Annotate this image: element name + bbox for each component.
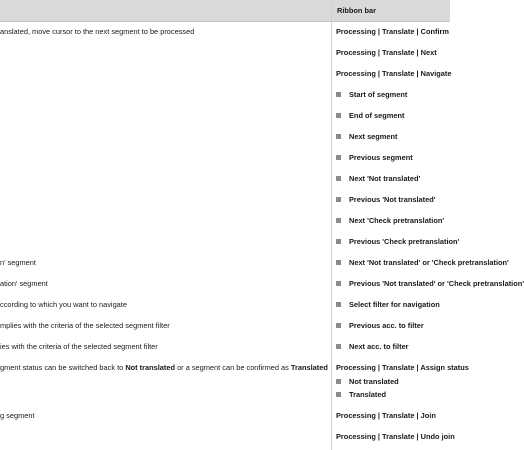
row-description: mplies with the criteria of the selected segment filter [0,321,170,330]
ribbon-command [336,237,460,246]
bullet-icon [336,155,341,160]
row-description: ies with the criteria of the selected segment filter [0,342,158,351]
bullet-icon [336,344,341,349]
ribbon-command [336,216,450,225]
ribbon-command [336,111,450,120]
command-label: Next 'Not translated' [349,174,421,183]
header-ribbon-bar-label: Ribbon bar [337,6,377,15]
header-left-cell [0,0,331,22]
ribbon-command [336,132,450,141]
ribbon-command [336,342,450,351]
command-label: Previous 'Check pretranslation' [349,237,460,246]
ribbon-command [336,321,450,330]
row-ribbon-path: Processing | Translate | Assign status [336,363,469,372]
header-right-cell [332,0,450,22]
bullet-icon [336,197,341,202]
ribbon-command [336,90,450,99]
ribbon-command [336,300,450,309]
ribbon-command [336,153,450,162]
row-ribbon-path: Processing | Translate | Join [336,411,436,420]
command-label: Not translated [349,377,399,386]
row-description: anslated, move cursor to the next segment to be processed [0,27,195,36]
status-text-1: gment status can be switched back to [0,363,126,372]
bullet-icon [336,176,341,181]
command-label: Translated [349,390,386,399]
status-translated: Translated [290,363,328,372]
column-divider [331,0,332,450]
ribbon-command [336,195,450,204]
command-label: Next 'Check pretranslation' [349,216,445,225]
bullet-icon [336,92,341,97]
ribbon-command [336,377,450,386]
row-description: n' segment [0,258,36,267]
ribbon-command [336,174,450,183]
command-label: Next 'Not translated' or 'Check pretranslation' [349,258,509,267]
command-label: Previous segment [349,153,413,162]
bullet-icon [336,218,341,223]
command-label: End of segment [349,111,405,120]
bullet-icon [336,239,341,244]
bullet-icon [336,392,341,397]
row-description: ccording to which you want to navigate [0,300,127,309]
bullet-icon [336,302,341,307]
bullet-icon [336,281,341,286]
status-text-2: or a segment can be confirmed as [175,363,291,372]
ribbon-command [336,390,450,399]
command-label: Previous 'Not translated' or 'Check pretranslation' [349,279,524,288]
command-label: Next segment [349,132,398,141]
status-not-translated: Not translated [125,363,176,372]
row-ribbon-path: Processing | Translate | Next [336,48,437,57]
row-ribbon-path: Processing | Translate | Confirm [336,27,449,36]
bullet-icon [336,323,341,328]
row-ribbon-path: Processing | Translate | Navigate [336,69,452,78]
row-ribbon-path: Processing | Translate | Undo join [336,432,455,441]
bullet-icon [336,113,341,118]
command-label: Start of segment [349,90,408,99]
row-description: g segment [0,411,35,420]
row-description: ation' segment [0,279,48,288]
ribbon-command [336,258,509,267]
command-label: Next acc. to filter [349,342,409,351]
bullet-icon [336,260,341,265]
command-label: Previous 'Not translated' [349,195,436,204]
ribbon-command [336,279,524,288]
command-label: Previous acc. to filter [349,321,424,330]
row-description [0,363,326,372]
bullet-icon [336,134,341,139]
bullet-icon [336,379,341,384]
command-label: Select filter for navigation [349,300,440,309]
